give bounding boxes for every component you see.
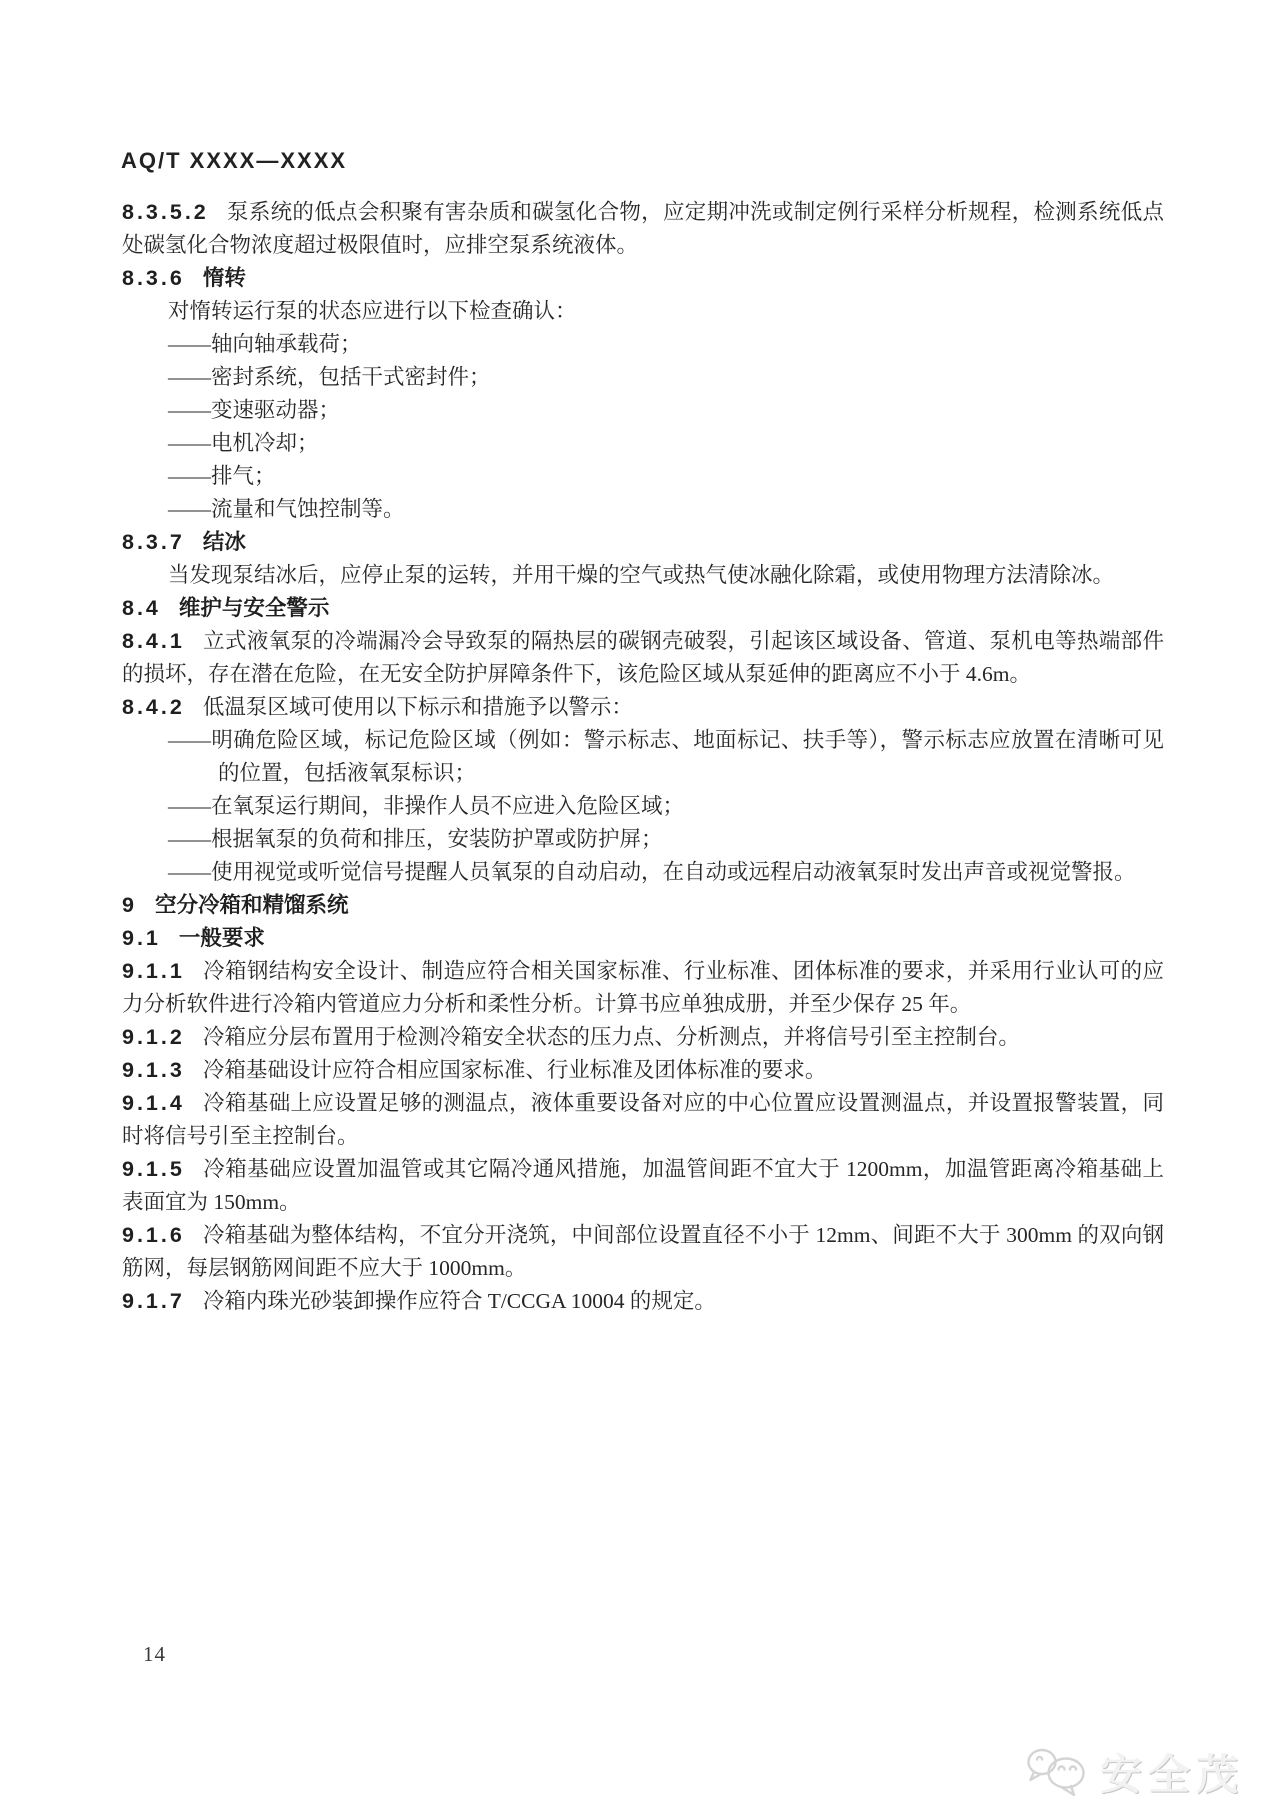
heading-8.3.7 [122,526,1164,559]
dash-list-item [122,856,1164,889]
clause-number: 9.1.7 [122,1289,185,1313]
dash-list-item [122,460,1164,493]
body-text: 冷箱应分层布置用于检测冷箱安全状态的压力点、分析测点，并将信号引至主控制台。 [202,1025,1020,1049]
body-text: 当发现泵结冰后，应停止泵的运转，并用干燥的空气或热气使冰融化除霜，或使用物理方法清除冰。 [168,563,1115,587]
body-text: 冷箱基础上应设置足够的测温点，液体重要设备对应的中心位置应设置测温点，并设置报警装置，同时将信号引至主控制台。 [122,1091,1164,1148]
body-text: 维护与安全警示 [178,596,330,620]
dash-list-item [122,394,1164,427]
clause-number: 9.1.1 [122,959,185,983]
clause-number: 8.3.5.2 [122,200,209,224]
body-text: 冷箱内珠光砂装卸操作应符合 T/CCGA 10004 的规定。 [202,1289,716,1313]
list-item-text: ——电机冷却； [168,431,319,455]
clause-9.1.3 [122,1054,1164,1087]
clause-number: 9.1.3 [122,1058,185,1082]
heading-8.3.6 [122,262,1164,295]
paragraph [122,559,1164,592]
list-item-text: ——根据氧泵的负荷和排压，安装防护罩或防护屏； [168,827,663,851]
body-text: 对惰转运行泵的状态应进行以下检查确认： [168,299,577,323]
clause-8.3.5.2 [122,196,1164,262]
body-text: 泵系统的低点会积聚有害杂质和碳氢化合物，应定期冲洗或制定例行采样分析规程，检测系统低点处碳氢化合物浓度超过极限值时，应排空泵系统液体。 [122,200,1164,257]
list-item-text: ——变速驱动器； [168,398,341,422]
clause-number: 8.4.1 [122,629,185,653]
clause-number: 8.3.6 [122,266,185,290]
clause-9.1.4 [122,1087,1164,1153]
wechat-icon [1024,1745,1090,1799]
clause-9.1.6 [122,1219,1164,1285]
clause-number: 9.1 [122,926,161,950]
dash-list-item [122,790,1164,823]
clause-8.4.1 [122,625,1164,691]
list-item-text: ——密封系统，包括干式密封件； [168,365,491,389]
dash-list-item [122,427,1164,460]
body-text: 空分冷箱和精馏系统 [154,893,349,917]
dash-list-item [122,724,1164,790]
body-text: 惰转 [202,266,246,290]
clause-number: 9.1.6 [122,1223,185,1247]
body-text: 冷箱基础为整体结构，不宜分开浇筑，中间部位设置直径不小于 12mm、间距不大于 300mm 的双向钢筋网，每层钢筋网间距不应大于 1000mm。 [122,1223,1164,1280]
page-number: 14 [143,1642,166,1666]
clause-number: 9 [122,893,137,917]
watermark [1024,1742,1244,1802]
clause-9.1.7 [122,1285,1164,1318]
clause-number: 9.1.5 [122,1157,185,1181]
clause-number: 8.4.2 [122,695,185,719]
list-item-text: ——明确危险区域，标记危险区域（例如：警示标志、地面标记、扶手等），警示标志应放置在清晰可见的位置，包括液氧泵标识； [168,728,1164,785]
clause-9.1.2 [122,1021,1164,1054]
clause-number: 8.4 [122,596,161,620]
body-text: 立式液氧泵的冷端漏冷会导致泵的隔热层的碳钢壳破裂，引起该区域设备、管道、泵机电等热端部件的损坏，存在潜在危险，在无安全防护屏障条件下，该危险区域从泵延伸的距离应不小于 4.6m。 [122,629,1164,686]
clause-9.1.5 [122,1153,1164,1219]
clause-number: 8.3.7 [122,530,185,554]
dash-list-item [122,328,1164,361]
dash-list-item [122,493,1164,526]
doc-header-standard-number: AQ/T XXXX—XXXX [121,148,348,173]
list-item-text: ——流量和气蚀控制等。 [168,497,405,521]
clause-8.4.2 [122,691,1164,724]
list-item-text: ——使用视觉或听觉信号提醒人员氧泵的自动启动，在自动或远程启动液氧泵时发出声音或视觉警报。 [168,860,1136,884]
list-item-text: ——轴向轴承载荷； [168,332,362,356]
clause-number: 9.1.4 [122,1091,185,1115]
dash-list-item [122,361,1164,394]
paragraph [122,295,1164,328]
body-text: 低温泵区域可使用以下标示和措施予以警示： [202,695,633,719]
dash-list-item [122,823,1164,856]
doc-body [122,196,1164,1318]
body-text: 一般要求 [178,926,265,950]
clause-number: 9.1.2 [122,1025,185,1049]
heading-9 [122,889,1164,922]
clause-9.1.1 [122,955,1164,1021]
list-item-text: ——在氧泵运行期间，非操作人员不应进入危险区域； [168,794,685,818]
heading-9.1 [122,922,1164,955]
list-item-text: ——排气； [168,464,276,488]
heading-8.4 [122,592,1164,625]
body-text: 结冰 [202,530,246,554]
watermark-label: 安全茂 [1099,1751,1244,1798]
body-text: 冷箱钢结构安全设计、制造应符合相关国家标准、行业标准、团体标准的要求，并采用行业认可的应力分析软件进行冷箱内管道应力分析和柔性分析。计算书应单独成册，并至少保存 25 年。 [122,959,1164,1016]
body-text: 冷箱基础设计应符合相应国家标准、行业标准及团体标准的要求。 [202,1058,827,1082]
body-text: 冷箱基础应设置加温管或其它隔冷通风措施，加温管间距不宜大于 1200mm，加温管距离冷箱基础上表面宜为 150mm。 [122,1157,1164,1214]
